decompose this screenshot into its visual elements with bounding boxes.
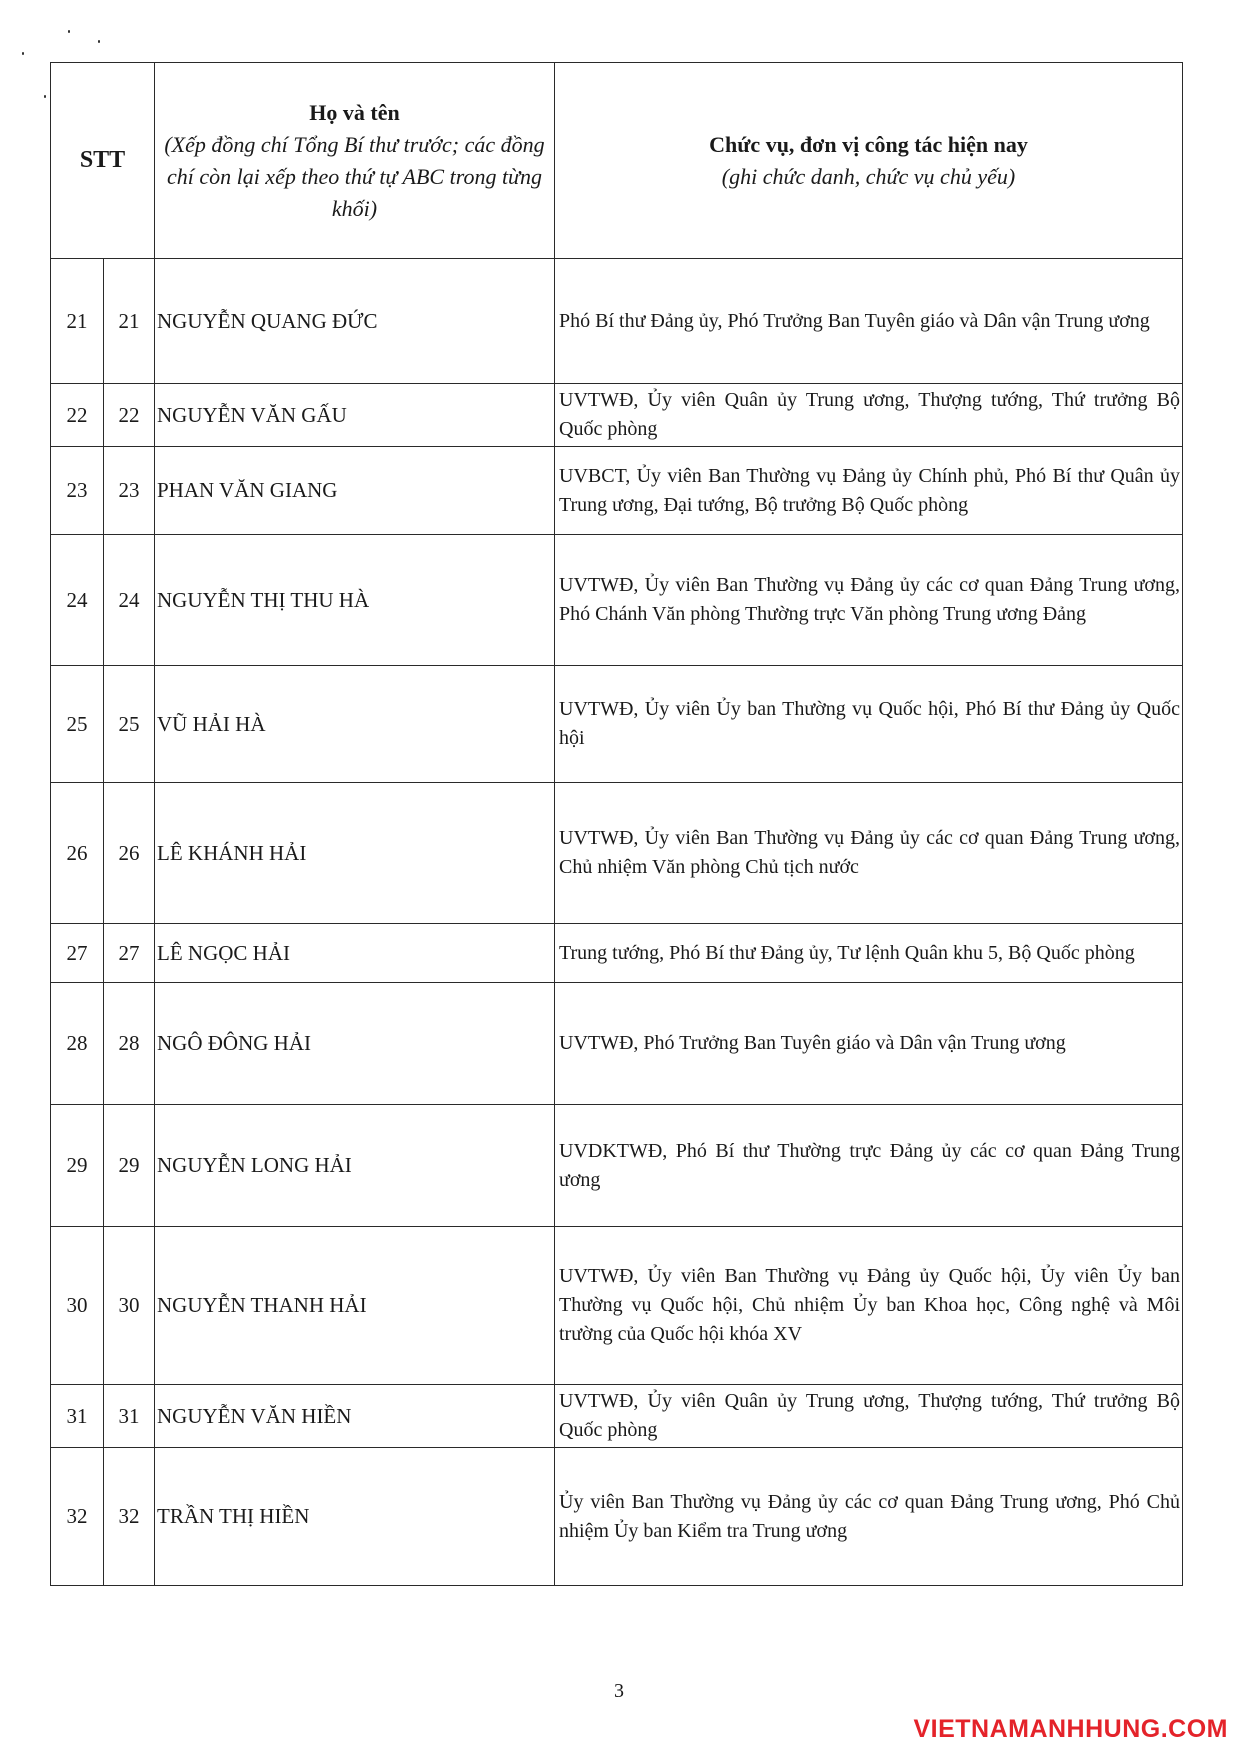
row-position: UVTWĐ, Ủy viên Ban Thường vụ Đảng ủy các cơ quan Đảng Trung ương, Phó Chánh Văn phòng Thường trực Văn phòng Trung ương Đảng [555, 535, 1183, 666]
row-name: PHAN VĂN GIANG [155, 447, 555, 535]
table-row [51, 1448, 1183, 1586]
table-row [51, 666, 1183, 783]
row-index: 22 [51, 384, 104, 447]
row-position: Trung tướng, Phó Bí thư Đảng ủy, Tư lệnh Quân khu 5, Bộ Quốc phòng [555, 924, 1183, 983]
scan-speck [68, 30, 70, 33]
table-row [51, 259, 1183, 384]
row-index: 30 [51, 1227, 104, 1385]
table-row [51, 983, 1183, 1105]
row-index: 24 [51, 535, 104, 666]
row-position: UVTWĐ, Phó Trưởng Ban Tuyên giáo và Dân vận Trung ương [555, 983, 1183, 1105]
table-row [51, 384, 1183, 447]
row-name: NGUYỄN VĂN HIỀN [155, 1385, 555, 1448]
table-row [51, 1227, 1183, 1385]
table-row [51, 535, 1183, 666]
row-position: UVTWĐ, Ủy viên Ủy ban Thường vụ Quốc hội, Phó Bí thư Đảng ủy Quốc hội [555, 666, 1183, 783]
row-name: NGUYỄN THỊ THU HÀ [155, 535, 555, 666]
row-subindex: 32 [104, 1448, 155, 1586]
header-name-note: (Xếp đồng chí Tổng Bí thư trước; các đồng chí còn lại xếp theo thứ tự ABC trong từng khối) [164, 131, 545, 221]
table-row [51, 783, 1183, 924]
watermark: VIETNAMANHHUNG.COM [913, 1715, 1228, 1743]
table-row [51, 1385, 1183, 1448]
row-name: LÊ KHÁNH HẢI [155, 783, 555, 924]
header-stt: STT [51, 63, 155, 259]
row-name: VŨ HẢI HÀ [155, 666, 555, 783]
header-position-note: (ghi chức danh, chức vụ chủ yếu) [721, 163, 1016, 189]
row-position: UVTWĐ, Ủy viên Ban Thường vụ Đảng ủy các cơ quan Đảng Trung ương, Chủ nhiệm Văn phòng Chủ tịch nước [555, 783, 1183, 924]
page-number: 3 [614, 1680, 624, 1702]
row-name: NGUYỄN THANH HẢI [155, 1227, 555, 1385]
table-row [51, 924, 1183, 983]
row-position: UVTWĐ, Ủy viên Ban Thường vụ Đảng ủy Quốc hội, Ủy viên Ủy ban Thường vụ Quốc hội, Chủ nhiệm Ủy ban Khoa học, Công nghệ và Môi trường của Quốc hội khóa XV [555, 1227, 1183, 1385]
scan-speck [98, 40, 100, 43]
row-name: LÊ NGỌC HẢI [155, 924, 555, 983]
table-row [51, 1105, 1183, 1227]
row-position: UVTWĐ, Ủy viên Quân ủy Trung ương, Thượng tướng, Thứ trưởng Bộ Quốc phòng [555, 1385, 1183, 1448]
row-subindex: 23 [104, 447, 155, 535]
row-index: 31 [51, 1385, 104, 1448]
row-index: 21 [51, 259, 104, 384]
row-position: Phó Bí thư Đảng ủy, Phó Trưởng Ban Tuyên giáo và Dân vận Trung ương [555, 259, 1183, 384]
row-subindex: 29 [104, 1105, 155, 1227]
row-index: 27 [51, 924, 104, 983]
row-subindex: 27 [104, 924, 155, 983]
row-subindex: 25 [104, 666, 155, 783]
scan-speck [22, 52, 24, 55]
table-header-row [51, 63, 1183, 259]
row-name: NGUYỄN VĂN GẤU [155, 384, 555, 447]
row-name: NGUYỄN QUANG ĐỨC [155, 259, 555, 384]
row-name: NGÔ ĐÔNG HẢI [155, 983, 555, 1105]
scan-speck [44, 95, 46, 98]
header-name-title: Họ và tên [309, 99, 400, 125]
row-index: 25 [51, 666, 104, 783]
row-index: 29 [51, 1105, 104, 1227]
header-position-title: Chức vụ, đơn vị công tác hiện nay [709, 131, 1028, 157]
row-subindex: 26 [104, 783, 155, 924]
row-index: 28 [51, 983, 104, 1105]
row-position: UVBCT, Ủy viên Ban Thường vụ Đảng ủy Chính phủ, Phó Bí thư Quân ủy Trung ương, Đại tướng, Bộ trưởng Bộ Quốc phòng [555, 447, 1183, 535]
row-name: TRẦN THỊ HIỀN [155, 1448, 555, 1586]
header-position [555, 63, 1183, 259]
row-subindex: 22 [104, 384, 155, 447]
row-subindex: 30 [104, 1227, 155, 1385]
row-position: UVTWĐ, Ủy viên Quân ủy Trung ương, Thượng tướng, Thứ trưởng Bộ Quốc phòng [555, 384, 1183, 447]
row-index: 32 [51, 1448, 104, 1586]
table-row [51, 447, 1183, 535]
row-subindex: 28 [104, 983, 155, 1105]
row-subindex: 24 [104, 535, 155, 666]
row-index: 26 [51, 783, 104, 924]
row-name: NGUYỄN LONG HẢI [155, 1105, 555, 1227]
row-subindex: 31 [104, 1385, 155, 1448]
row-position: Ủy viên Ban Thường vụ Đảng ủy các cơ quan Đảng Trung ương, Phó Chủ nhiệm Ủy ban Kiểm tra Trung ương [555, 1448, 1183, 1586]
row-index: 23 [51, 447, 104, 535]
row-position: UVDKTWĐ, Phó Bí thư Thường trực Đảng ủy các cơ quan Đảng Trung ương [555, 1105, 1183, 1227]
header-name [155, 63, 555, 259]
personnel-table [50, 62, 1183, 1586]
row-subindex: 21 [104, 259, 155, 384]
